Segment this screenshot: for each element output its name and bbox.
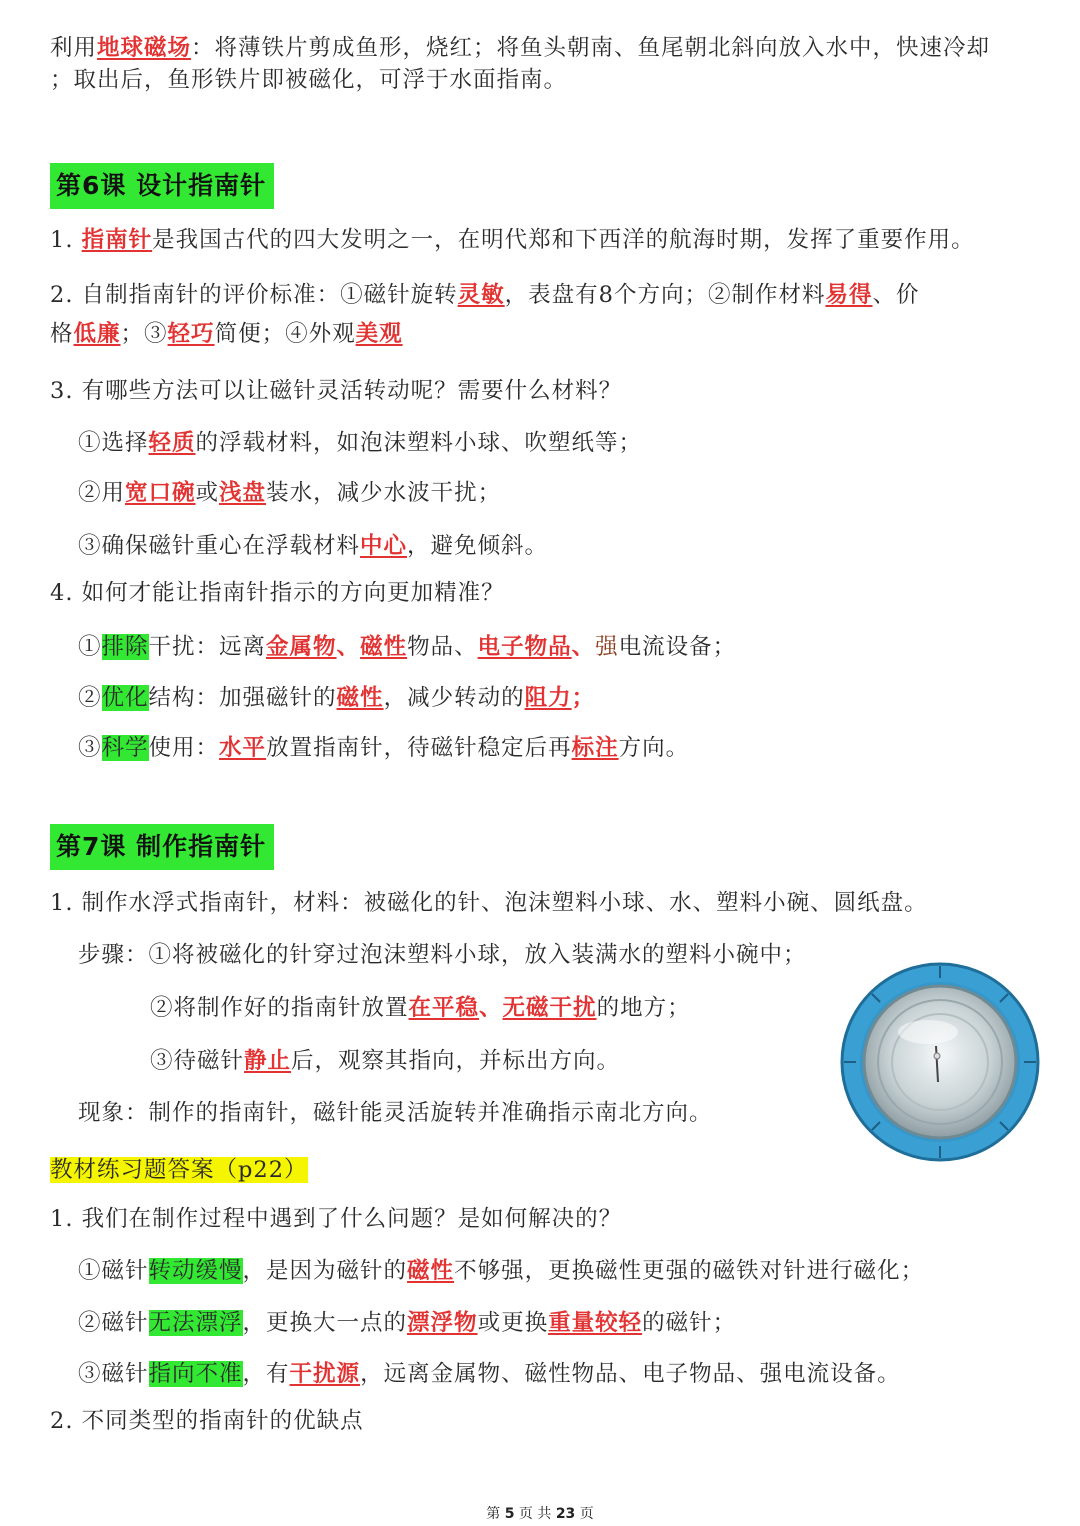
text: ① bbox=[78, 634, 102, 660]
keyword: 易得 bbox=[825, 282, 873, 308]
keyword: 中心 bbox=[360, 533, 408, 559]
l6-q1 bbox=[50, 225, 975, 255]
keyword: 低廉 bbox=[73, 321, 121, 347]
separator: ； bbox=[571, 685, 596, 711]
text: ，更换大一点的 bbox=[242, 1310, 408, 1336]
keyword: 灵敏 bbox=[457, 282, 505, 308]
text: 的磁针； bbox=[642, 1310, 737, 1336]
text: 方向。 bbox=[618, 735, 690, 761]
keyword: 轻巧 bbox=[167, 321, 215, 347]
l7-q1: 1. 制作水浮式指南针，材料：被磁化的针、泡沫塑料小球、水、塑料小碗、圆纸盘。 bbox=[50, 890, 928, 916]
keyword: 宽口碗 bbox=[125, 480, 196, 506]
text: ③确保磁针重心在浮载材料 bbox=[78, 533, 361, 559]
l6-q4-a bbox=[78, 632, 736, 662]
green-highlight: 优化 bbox=[101, 685, 149, 711]
keyword: 浅盘 bbox=[219, 480, 267, 506]
green-highlight: 转动缓慢 bbox=[148, 1258, 243, 1284]
text: ③待磁针 bbox=[150, 1048, 245, 1074]
l6-q3: 3. 有哪些方法可以让磁针灵活转动呢？需要什么材料？ bbox=[50, 378, 623, 404]
text: ③磁针 bbox=[78, 1361, 149, 1387]
separator: 、 bbox=[336, 634, 361, 660]
text: 1. bbox=[50, 227, 82, 253]
text: ①选择 bbox=[78, 430, 149, 456]
text: ②用 bbox=[78, 480, 126, 506]
l6-q4-b bbox=[78, 683, 595, 713]
keyword: 干扰源 bbox=[289, 1361, 361, 1387]
compass-photo bbox=[838, 962, 1042, 1162]
text: ②磁针 bbox=[78, 1310, 149, 1336]
keyword: 美观 bbox=[355, 321, 403, 347]
text: 不够强，更换磁性更强的磁铁对针进行磁化； bbox=[454, 1258, 925, 1284]
intro-line-2: ；取出后，鱼形铁片即被磁化，可浮于水面指南。 bbox=[50, 67, 568, 93]
text: ，表盘有8个方向；②制作材料 bbox=[504, 282, 826, 308]
keyword: 磁性 bbox=[360, 634, 408, 660]
text: ①磁针 bbox=[78, 1258, 149, 1284]
ex-q2: 2. 不同类型的指南针的优缺点 bbox=[50, 1408, 364, 1434]
foam-ball bbox=[934, 1053, 940, 1059]
text: 使用： bbox=[148, 735, 220, 761]
page-footer bbox=[0, 1503, 1080, 1523]
l6-q2-line1 bbox=[50, 280, 920, 310]
l6-q4-c bbox=[78, 733, 689, 763]
yellow-highlight-title: 教材练习题答案（p22） bbox=[50, 1157, 308, 1183]
keyword: 静止 bbox=[244, 1048, 292, 1074]
text: 物品、 bbox=[407, 634, 478, 660]
text: ③ bbox=[78, 735, 102, 761]
l6-q2-line2 bbox=[50, 319, 403, 349]
keyword: 电子物品 bbox=[477, 634, 572, 660]
text: ，是因为磁针的 bbox=[242, 1258, 408, 1284]
ex-a3 bbox=[78, 1359, 901, 1389]
green-highlight: 无法漂浮 bbox=[148, 1310, 243, 1336]
ex-a1 bbox=[78, 1256, 924, 1286]
text: 电流设备； bbox=[618, 634, 737, 660]
keyword: 磁性 bbox=[336, 685, 384, 711]
keyword: 金属物 bbox=[266, 634, 337, 660]
separator: 、 bbox=[571, 634, 596, 660]
text: ，减少转动的 bbox=[383, 685, 525, 711]
green-highlight: 科学 bbox=[101, 735, 149, 761]
ex-a2 bbox=[78, 1308, 736, 1338]
text: ，避免倾斜。 bbox=[407, 533, 549, 559]
text: 的地方； bbox=[596, 995, 691, 1021]
text: 强 bbox=[595, 634, 619, 660]
keyword: 重量较轻 bbox=[548, 1310, 643, 1336]
text: 放置指南针，待磁针稳定后再 bbox=[266, 735, 572, 761]
l7-step1: 步骤：①将被磁化的针穿过泡沫塑料小球，放入装满水的塑料小碗中； bbox=[78, 942, 807, 968]
footer-text: 第 bbox=[486, 1506, 501, 1522]
text: 或更换 bbox=[477, 1310, 549, 1336]
text: 或 bbox=[195, 480, 220, 506]
l7-step3 bbox=[150, 1046, 620, 1076]
intro-line-1 bbox=[50, 33, 990, 63]
text: ，有 bbox=[242, 1361, 290, 1387]
text: 干扰：远离 bbox=[148, 634, 267, 660]
text: 是我国古代的四大发明之一，在明代郑和下西洋的航海时期，发挥了重要作用。 bbox=[152, 227, 975, 253]
keyword: 无磁干扰 bbox=[502, 995, 597, 1021]
keyword: 水平 bbox=[219, 735, 267, 761]
text: 简便；④外观 bbox=[214, 321, 356, 347]
text: 格 bbox=[50, 321, 74, 347]
lesson6-heading: 第6课 设计指南针 bbox=[50, 163, 274, 209]
footer-text: 页 共 bbox=[518, 1506, 552, 1522]
page-number: 5 bbox=[504, 1506, 515, 1522]
exercise-title bbox=[50, 1155, 308, 1185]
text: 利用 bbox=[50, 35, 98, 61]
keyword: 轻质 bbox=[148, 430, 196, 456]
l6-q4: 4. 如何才能让指南针指示的方向更加精准？ bbox=[50, 580, 505, 606]
footer-text: 页 bbox=[579, 1506, 594, 1522]
green-highlight: 指向不准 bbox=[148, 1361, 243, 1387]
separator: 、 bbox=[479, 995, 503, 1021]
ex-q1: 1. 我们在制作过程中遇到了什么问题？是如何解决的？ bbox=[50, 1206, 623, 1232]
keyword: 标注 bbox=[571, 735, 619, 761]
text: 、价 bbox=[872, 282, 920, 308]
text: ；③ bbox=[120, 321, 168, 347]
keyword: 地球磁场 bbox=[97, 35, 192, 61]
text: 结构：加强磁针的 bbox=[148, 685, 337, 711]
keyword: 阻力 bbox=[524, 685, 572, 711]
keyword: 指南针 bbox=[81, 227, 153, 253]
text: 后，观察其指向，并标出方向。 bbox=[291, 1048, 621, 1074]
l6-q3-c bbox=[78, 531, 548, 561]
text: ② bbox=[78, 685, 102, 711]
keyword: 在平稳 bbox=[408, 995, 480, 1021]
keyword: 磁性 bbox=[407, 1258, 455, 1284]
l7-step2 bbox=[150, 993, 691, 1023]
keyword: 漂浮物 bbox=[407, 1310, 478, 1336]
l6-q3-b bbox=[78, 478, 501, 508]
text: 2. 自制指南针的评价标准：①磁针旋转 bbox=[50, 282, 458, 308]
green-highlight: 排除 bbox=[101, 634, 149, 660]
text: ②将制作好的指南针放置 bbox=[150, 995, 409, 1021]
l6-q3-a bbox=[78, 428, 642, 458]
lesson7-heading: 第7课 制作指南针 bbox=[50, 824, 274, 870]
page-total: 23 bbox=[555, 1506, 576, 1522]
l7-phenomenon: 现象：制作的指南针，磁针能灵活旋转并准确指示南北方向。 bbox=[78, 1100, 713, 1126]
text: 装水，减少水波干扰； bbox=[266, 480, 502, 506]
text: ：将薄铁片剪成鱼形，烧红；将鱼头朝南、鱼尾朝北斜向放入水中，快速冷却 bbox=[191, 35, 991, 61]
water-bowl bbox=[864, 986, 1016, 1138]
text: ，远离金属物、磁性物品、电子物品、强电流设备。 bbox=[360, 1361, 901, 1387]
text: 的浮载材料，如泡沫塑料小球、吹塑纸等； bbox=[195, 430, 643, 456]
